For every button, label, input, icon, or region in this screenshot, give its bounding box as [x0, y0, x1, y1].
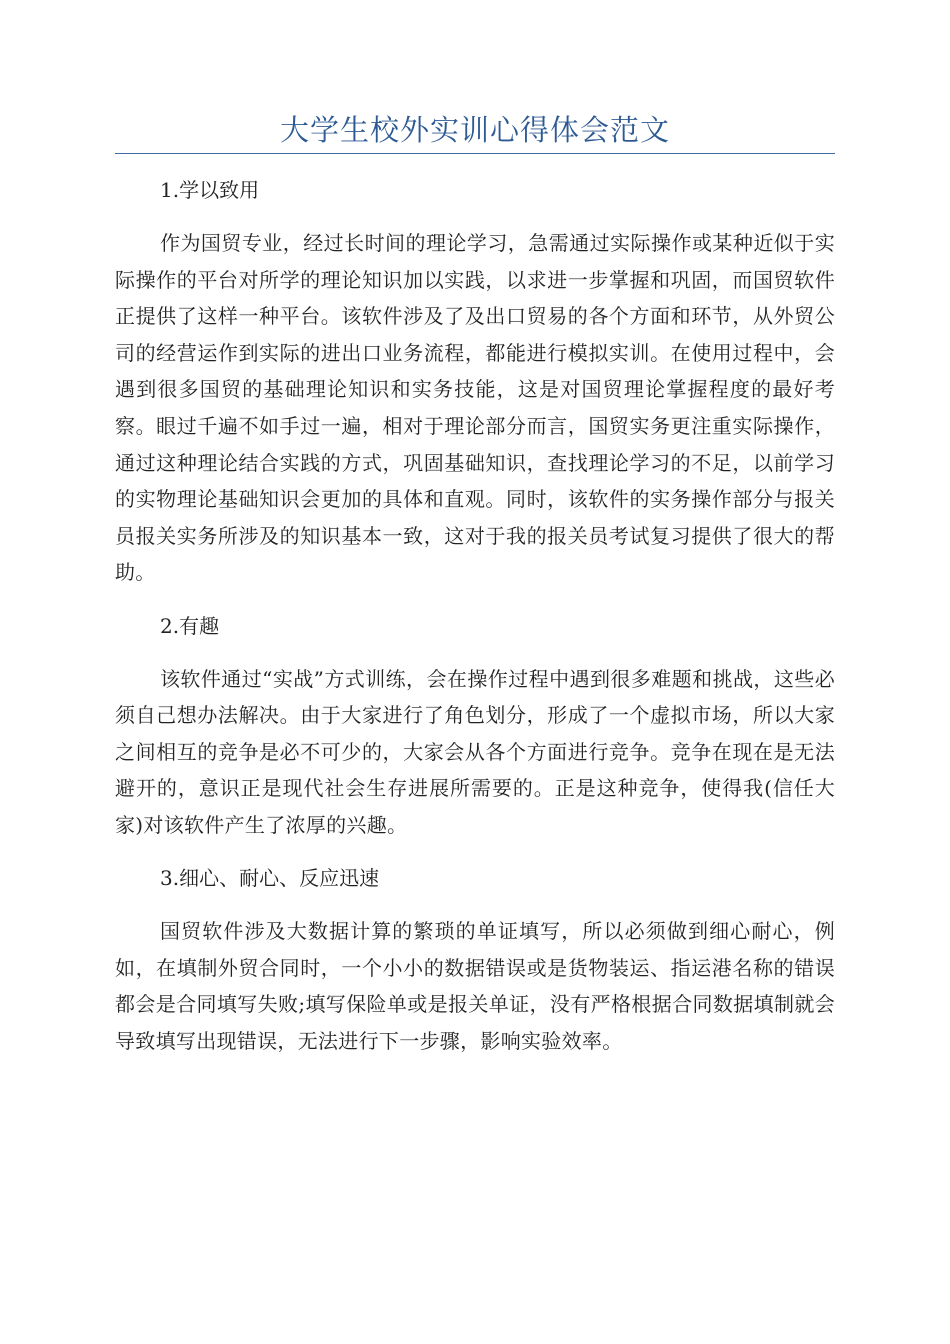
section-paragraph-3: 国贸软件涉及大数据计算的繁琐的单证填写，所以必须做到细心耐心，例如，在填制外贸合同时，一个小小的数据错误或是货物装运、指运港名称的错误都会是合同填写失败;填写保险单或是报关单证，没有严格根据合同数据填制就会导致填写出现错误，无法进行下一步骤，影响实验效率。: [115, 919, 835, 1053]
spacer: [115, 591, 835, 608]
spacer: [115, 209, 835, 226]
title-underline: [115, 153, 835, 154]
document-body: [115, 172, 835, 1060]
section-heading-1: 1.学以致用: [160, 178, 260, 202]
spacer: [115, 644, 835, 661]
page-title: 大学生校外实训心得体会范文: [279, 113, 670, 147]
section-heading-2: 2.有趣: [160, 613, 220, 638]
section-paragraph-1: 作为国贸专业，经过长时间的理论学习，急需通过实际操作或某种近似于实际操作的平台对所学的理论知识加以实践，以求进一步掌握和巩固，而国贸软件正提供了这样一种平台。该软件涉及了及出口贸易的各个方面和环节，从外贸公司的经营运作到实际的进出口业务流程，都能进行模拟实训。在使用过程中，会遇到很多国贸的基础理论知识和实务技能，这是对国贸理论掌握程度的最好考察。眼过千遍不如手过一遍，相对于理论部分而言，国贸实务更注重实际操作，通过这种理论结合实践的方式，巩固基础知识，查找理论学习的不足，以前学习的实物理论基础知识会更加的具体和直观。同时，该软件的实务操作部分与报关员报关实务所涉及的知识基本一致，这对于我的报关员考试复习提供了很大的帮助。: [115, 231, 835, 585]
section-paragraph-2: 该软件通过“实战”方式训练，会在操作过程中遇到很多难题和挑战，这些必须自己想办法解决。由于大家进行了角色划分，形成了一个虚拟市场，所以大家之间相互的竞争是必不可少的，大家会从各个方面进行竞争。竞争在现在是无法避开的，意识正是现代社会生存进展所需要的。正是这种竞争，使得我(信任大家)对该软件产生了浓厚的兴趣。: [115, 666, 835, 837]
spacer: [115, 844, 835, 861]
spacer: [115, 897, 835, 914]
section-heading-3: 3.细心、耐心、反应迅速: [160, 866, 380, 891]
